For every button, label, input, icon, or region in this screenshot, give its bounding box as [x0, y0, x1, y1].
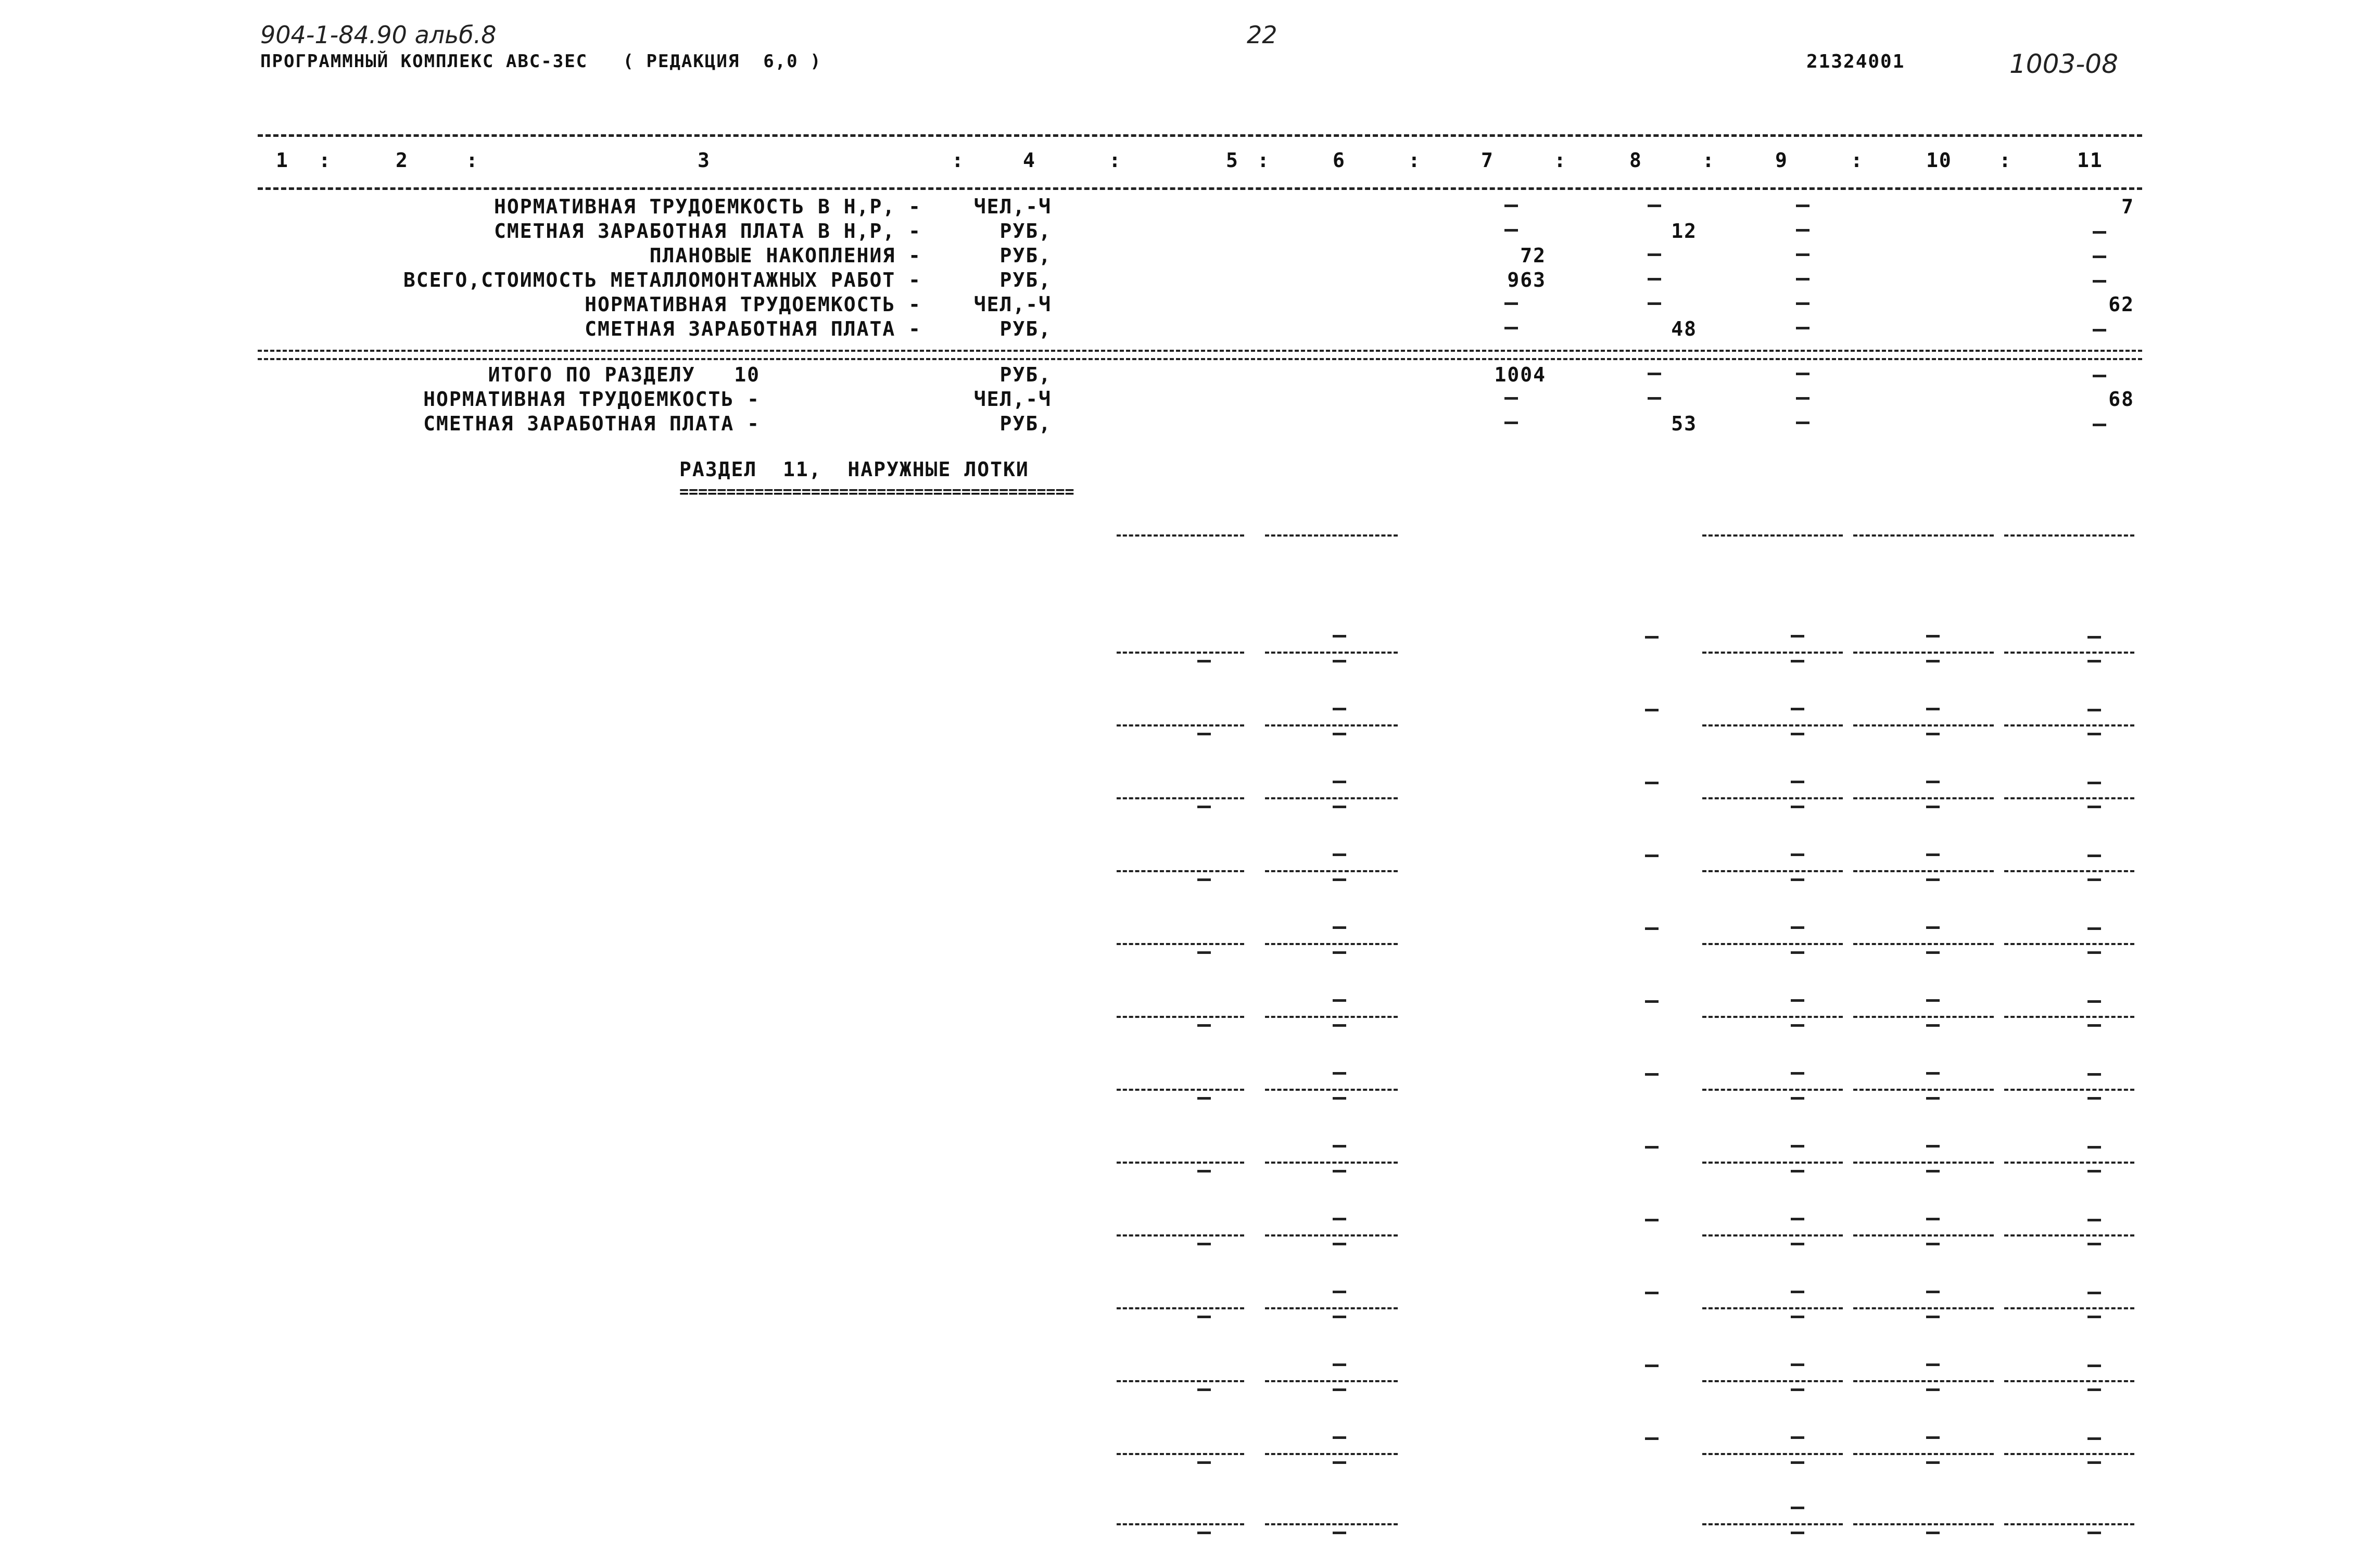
row-subtotal-rule [2004, 1089, 2134, 1091]
summary-label: ИТОГО ПО РАЗДЕЛУ 10 [488, 363, 760, 386]
row-subtotal-rule [1117, 724, 1244, 726]
row-col6-2-dash [1333, 878, 1346, 881]
summary-separator-rule [258, 350, 2142, 352]
row-col11-dash [2087, 1000, 2101, 1003]
row-col6-2-dash [1333, 1024, 1346, 1027]
summary-label: НОРМАТИВНАЯ ТРУДОЕМКОСТЬ - [423, 388, 760, 411]
row-subtotal-rule [2004, 1016, 2134, 1018]
column-header-1: 1 [276, 149, 289, 172]
column-header-8: 8 [1629, 149, 1642, 172]
row-subtotal-rule [1702, 1307, 1843, 1309]
row-col6-dash [1333, 781, 1346, 783]
row-subtotal-rule [2004, 870, 2134, 872]
row-col10-dash [1926, 999, 1940, 1002]
row-col11-dash [2087, 1219, 2101, 1221]
row-col8-dash [1645, 1000, 1659, 1003]
row-subtotal-rule [2004, 724, 2134, 726]
column-header-4: 4 [1023, 149, 1036, 172]
row-col11-2-dash [2087, 878, 2101, 881]
row-subtotal-rule [1265, 724, 1398, 726]
summary-label: СМЕТНАЯ ЗАРАБОТНАЯ ПЛАТА В Н,Р, - [494, 220, 921, 243]
summary-label: ВСЕГО,СТОИМОСТЬ МЕТАЛЛОМОНТАЖНЫХ РАБОТ - [403, 269, 921, 291]
summary-col7-dash [1504, 327, 1518, 329]
column-separator: : [952, 149, 965, 172]
row-col6-2-dash [1333, 1170, 1346, 1172]
row-subtotal-rule [2004, 1234, 2134, 1236]
row-col5-2-dash [1197, 660, 1211, 662]
section-title: РАЗДЕЛ 11, НАРУЖНЫЕ ЛОТКИ [679, 458, 1029, 481]
summary-col8-dash [1648, 397, 1661, 400]
row-col5-2-dash [1197, 878, 1211, 881]
summary-col7-dash [1504, 205, 1518, 207]
column-header-11: 11 [2077, 149, 2103, 172]
column-header-2: 2 [396, 149, 409, 172]
row-subtotal-rule [1702, 797, 1843, 799]
row-col6-2-dash [1333, 660, 1346, 662]
row-col11-2-dash [2087, 1388, 2101, 1391]
column-separator: : [1257, 149, 1270, 172]
row-subtotal-rule [1702, 724, 1843, 726]
column-header-rule [258, 187, 2142, 190]
row-col10-2-dash [1926, 1388, 1940, 1391]
row-subtotal-rule [1853, 652, 1994, 654]
summary-col9-dash [1796, 302, 1809, 305]
row-col9-2-dash [1791, 1024, 1804, 1027]
row-col8-dash [1645, 1365, 1659, 1367]
summary-col7: 72 [1520, 244, 1546, 267]
row-col6-dash [1333, 1072, 1346, 1075]
row-subtotal-rule [1702, 1162, 1843, 1164]
row-col10-2-dash [1926, 951, 1940, 954]
row-col9-2-dash [1791, 1243, 1804, 1245]
row-col6-2-dash [1333, 1316, 1346, 1318]
summary-unit: ЧЕЛ,-Ч [973, 293, 1052, 316]
column-separator: : [1408, 149, 1421, 172]
handwritten-reference: 904-1-84.90 альб.8 [260, 21, 497, 49]
row-subtotal-rule [1117, 1162, 1244, 1164]
summary-unit: РУБ, [999, 363, 1052, 386]
column-separator: : [466, 149, 479, 172]
column-separator: : [1554, 149, 1567, 172]
row-col10-dash [1926, 635, 1940, 638]
table-top-rule [258, 134, 2142, 137]
summary-col11-dash [2093, 256, 2106, 258]
row-subtotal-rule [1117, 1380, 1244, 1382]
row-subtotal-rule [1853, 797, 1994, 799]
row-subtotal-rule [1853, 1016, 1994, 1018]
row-subtotal-rule [2004, 1453, 2134, 1455]
row-col9-dash [1791, 1363, 1804, 1366]
row-col10-dash [1926, 781, 1940, 783]
row-col9-2-dash [1791, 1097, 1804, 1100]
summary-col9-dash [1796, 229, 1809, 232]
row-subtotal-rule [1853, 870, 1994, 872]
row-subtotal-rule [1853, 1380, 1994, 1382]
summary-col8-dash [1648, 205, 1661, 207]
row-subtotal-rule [1853, 1089, 1994, 1091]
row-subtotal-rule [1853, 534, 1994, 537]
row-subtotal-rule [1702, 1089, 1843, 1091]
row-col11-2-dash [2087, 1097, 2101, 1100]
row-col11-dash [2087, 1073, 2101, 1076]
row-col9-dash [1791, 1145, 1804, 1148]
row-col6-2-dash [1333, 806, 1346, 808]
summary-label: НОРМАТИВНАЯ ТРУДОЕМКОСТЬ В Н,Р, - [494, 195, 921, 218]
row-col6-dash [1333, 1363, 1346, 1366]
row-col10-2-dash [1926, 1097, 1940, 1100]
row-col11-2-dash [2087, 1532, 2101, 1534]
row-col8-dash [1645, 709, 1659, 711]
row-subtotal-rule [1853, 724, 1994, 726]
row-subtotal-rule [1702, 534, 1843, 537]
row-col6-dash [1333, 635, 1346, 638]
row-subtotal-rule [1117, 1453, 1244, 1455]
row-subtotal-rule [1702, 652, 1843, 654]
row-col5-2-dash [1197, 1024, 1211, 1027]
row-col11-dash [2087, 1292, 2101, 1294]
page-number: 22 [1247, 21, 1277, 49]
row-col10-dash [1926, 853, 1940, 856]
column-header-10: 10 [1926, 149, 1952, 172]
row-subtotal-rule [2004, 652, 2134, 654]
row-subtotal-rule [1265, 1307, 1398, 1309]
row-col10-dash [1926, 926, 1940, 929]
summary-label: СМЕТНАЯ ЗАРАБОТНАЯ ПЛАТА - [585, 317, 921, 340]
row-col6-dash [1333, 1145, 1346, 1148]
row-col11-2-dash [2087, 733, 2101, 735]
row-subtotal-rule [1702, 1523, 1843, 1525]
row-subtotal-rule [1853, 1162, 1994, 1164]
summary-col11: 62 [2108, 293, 2134, 316]
column-header-6: 6 [1333, 149, 1346, 172]
row-col5-2-dash [1197, 733, 1211, 735]
row-subtotal-rule [1702, 1234, 1843, 1236]
row-subtotal-rule [1265, 1453, 1398, 1455]
summary-col7: 1004 [1494, 363, 1546, 386]
row-col9-2-dash [1791, 1170, 1804, 1172]
row-col10-2-dash [1926, 1532, 1940, 1534]
row-col10-2-dash [1926, 806, 1940, 808]
column-header-3: 3 [698, 149, 711, 172]
row-subtotal-rule [1265, 1162, 1398, 1164]
row-col6-2-dash [1333, 1388, 1346, 1391]
row-subtotal-rule [2004, 1523, 2134, 1525]
row-col10-2-dash [1926, 1243, 1940, 1245]
row-subtotal-rule [1265, 1234, 1398, 1236]
row-col11-2-dash [2087, 1461, 2101, 1464]
row-col8-dash [1645, 1073, 1659, 1076]
row-col9-dash [1791, 1507, 1804, 1509]
summary-col11: 7 [2121, 195, 2134, 218]
row-col10-2-dash [1926, 878, 1940, 881]
row-subtotal-rule [2004, 534, 2134, 537]
row-col9-dash [1791, 1218, 1804, 1220]
row-col9-2-dash [1791, 733, 1804, 735]
column-separator: : [1109, 149, 1122, 172]
summary-col9-dash [1796, 327, 1809, 329]
row-subtotal-rule [1853, 1453, 1994, 1455]
row-col8-dash [1645, 1292, 1659, 1294]
summary-label: НОРМАТИВНАЯ ТРУДОЕМКОСТЬ - [585, 293, 921, 316]
summary-col11-dash [2093, 424, 2106, 426]
summary-col9-dash [1796, 422, 1809, 424]
summary-col7-dash [1504, 397, 1518, 400]
row-col6-2-dash [1333, 951, 1346, 954]
row-col6-2-dash [1333, 1532, 1346, 1534]
row-col11-2-dash [2087, 1243, 2101, 1245]
row-col5-2-dash [1197, 1316, 1211, 1318]
row-col5-2-dash [1197, 1243, 1211, 1245]
row-col11-2-dash [2087, 1316, 2101, 1318]
column-separator: : [1999, 149, 2012, 172]
row-col5-2-dash [1197, 1097, 1211, 1100]
row-col9-dash [1791, 1072, 1804, 1075]
summary-unit: ЧЕЛ,-Ч [973, 195, 1052, 218]
row-col11-dash [2087, 1146, 2101, 1149]
row-subtotal-rule [1265, 652, 1398, 654]
row-col8-dash [1645, 855, 1659, 857]
row-subtotal-rule [1117, 1307, 1244, 1309]
row-col9-dash [1791, 635, 1804, 638]
summary-col8-dash [1648, 253, 1661, 256]
summary-label: ПЛАНОВЫЕ НАКОПЛЕНИЯ - [649, 244, 921, 267]
summary-col8: 48 [1671, 317, 1697, 340]
row-col5-2-dash [1197, 1170, 1211, 1172]
row-col8-dash [1645, 927, 1659, 930]
row-col11-2-dash [2087, 806, 2101, 808]
row-col10-2-dash [1926, 1024, 1940, 1027]
row-col11-dash [2087, 927, 2101, 930]
row-col10-dash [1926, 1436, 1940, 1439]
row-subtotal-rule [1117, 1089, 1244, 1091]
summary-label: СМЕТНАЯ ЗАРАБОТНАЯ ПЛАТА - [423, 412, 760, 435]
row-subtotal-rule [1702, 943, 1843, 945]
row-col5-2-dash [1197, 1532, 1211, 1534]
row-col5-2-dash [1197, 1388, 1211, 1391]
row-col6-dash [1333, 999, 1346, 1002]
summary-col7: 963 [1507, 269, 1546, 291]
row-col5-2-dash [1197, 951, 1211, 954]
row-subtotal-rule [2004, 943, 2134, 945]
column-header-9: 9 [1775, 149, 1788, 172]
row-col11-dash [2087, 1365, 2101, 1367]
summary-col8-dash [1648, 302, 1661, 305]
summary-col11-dash [2093, 329, 2106, 332]
row-subtotal-rule [1117, 870, 1244, 872]
summary-col11-dash [2093, 280, 2106, 283]
document-code: 21324001 [1806, 51, 1905, 72]
summary-unit: ЧЕЛ,-Ч [973, 388, 1052, 411]
row-subtotal-rule [1853, 943, 1994, 945]
column-separator: : [319, 149, 332, 172]
summary-unit: РУБ, [999, 220, 1052, 243]
column-separator: : [1851, 149, 1864, 172]
row-subtotal-rule [1853, 1307, 1994, 1309]
summary-unit: РУБ, [999, 269, 1052, 291]
row-col10-dash [1926, 1218, 1940, 1220]
row-col6-2-dash [1333, 1461, 1346, 1464]
row-col9-dash [1791, 926, 1804, 929]
row-subtotal-rule [1117, 1016, 1244, 1018]
handwritten-code: 1003-08 [2009, 49, 2118, 79]
row-col10-dash [1926, 1145, 1940, 1148]
summary-col11-dash [2093, 231, 2106, 234]
row-col9-dash [1791, 781, 1804, 783]
summary-col8: 53 [1671, 412, 1697, 435]
column-header-7: 7 [1481, 149, 1494, 172]
summary-col7-dash [1504, 302, 1518, 305]
row-col10-2-dash [1926, 733, 1940, 735]
row-subtotal-rule [1702, 1380, 1843, 1382]
row-col5-2-dash [1197, 806, 1211, 808]
row-col10-dash [1926, 1072, 1940, 1075]
program-title: ПРОГРАММНЫЙ КОМПЛЕКС АВС-3ЕС ( РЕДАКЦИЯ 6,0 ) [260, 51, 822, 72]
row-col9-2-dash [1791, 878, 1804, 881]
row-col10-2-dash [1926, 1316, 1940, 1318]
summary-col9-dash [1796, 253, 1809, 256]
row-col11-dash [2087, 636, 2101, 639]
row-col10-dash [1926, 1291, 1940, 1293]
row-subtotal-rule [2004, 797, 2134, 799]
row-col11-2-dash [2087, 951, 2101, 954]
summary-col8-dash [1648, 278, 1661, 281]
row-col8-dash [1645, 1146, 1659, 1149]
row-col6-dash [1333, 1291, 1346, 1293]
row-col9-2-dash [1791, 951, 1804, 954]
summary-col9-dash [1796, 278, 1809, 281]
row-col10-2-dash [1926, 1461, 1940, 1464]
row-col8-dash [1645, 782, 1659, 784]
row-col9-dash [1791, 708, 1804, 710]
summary-col11-dash [2093, 375, 2106, 377]
column-header-5: 5 [1226, 149, 1239, 172]
row-col10-dash [1926, 708, 1940, 710]
row-subtotal-rule [1117, 1523, 1244, 1525]
row-subtotal-rule [1265, 1016, 1398, 1018]
row-col11-dash [2087, 782, 2101, 784]
row-subtotal-rule [1853, 1523, 1994, 1525]
summary-col8: 12 [1671, 220, 1697, 243]
row-col11-2-dash [2087, 1170, 2101, 1172]
row-col10-dash [1926, 1363, 1940, 1366]
row-col10-2-dash [1926, 1170, 1940, 1172]
summary-col9-dash [1796, 373, 1809, 375]
row-col6-dash [1333, 926, 1346, 929]
row-col9-2-dash [1791, 1461, 1804, 1464]
row-col6-2-dash [1333, 733, 1346, 735]
summary-unit: РУБ, [999, 412, 1052, 435]
row-col9-2-dash [1791, 1532, 1804, 1534]
summary-unit: РУБ, [999, 317, 1052, 340]
row-col6-dash [1333, 853, 1346, 856]
row-col9-2-dash [1791, 1316, 1804, 1318]
row-subtotal-rule [1265, 1089, 1398, 1091]
row-col11-dash [2087, 1437, 2101, 1440]
row-subtotal-rule [1265, 870, 1398, 872]
row-subtotal-rule [1702, 1453, 1843, 1455]
row-col6-dash [1333, 708, 1346, 710]
row-subtotal-rule [1117, 797, 1244, 799]
summary-col9-dash [1796, 205, 1809, 207]
row-col11-dash [2087, 709, 2101, 711]
row-subtotal-rule [1265, 797, 1398, 799]
row-col9-dash [1791, 1436, 1804, 1439]
row-subtotal-rule [1265, 1380, 1398, 1382]
row-col9-2-dash [1791, 660, 1804, 662]
row-col5-2-dash [1197, 1461, 1211, 1464]
section-title-underline: ========================================== [679, 483, 1074, 501]
row-subtotal-rule [2004, 1380, 2134, 1382]
column-separator: : [1702, 149, 1715, 172]
row-col8-dash [1645, 1219, 1659, 1221]
summary-col9-dash [1796, 397, 1809, 400]
row-col10-2-dash [1926, 660, 1940, 662]
row-subtotal-rule [1853, 1234, 1994, 1236]
row-subtotal-rule [1117, 1234, 1244, 1236]
row-subtotal-rule [1702, 870, 1843, 872]
summary-col7-dash [1504, 229, 1518, 232]
row-col11-2-dash [2087, 1024, 2101, 1027]
row-subtotal-rule [2004, 1307, 2134, 1309]
row-subtotal-rule [1265, 1523, 1398, 1525]
row-subtotal-rule [1265, 534, 1398, 537]
summary-col7-dash [1504, 422, 1518, 424]
row-col9-2-dash [1791, 1388, 1804, 1391]
row-col8-dash [1645, 1437, 1659, 1440]
row-subtotal-rule [1265, 943, 1398, 945]
row-subtotal-rule [1117, 943, 1244, 945]
row-col11-2-dash [2087, 660, 2101, 662]
row-col6-dash [1333, 1436, 1346, 1439]
row-col11-dash [2087, 855, 2101, 857]
row-col6-2-dash [1333, 1097, 1346, 1100]
row-col6-2-dash [1333, 1243, 1346, 1245]
row-subtotal-rule [1702, 1016, 1843, 1018]
summary-unit: РУБ, [999, 244, 1052, 267]
row-col6-dash [1333, 1218, 1346, 1220]
row-col9-dash [1791, 1291, 1804, 1293]
summary-col11: 68 [2108, 388, 2134, 411]
row-subtotal-rule [1117, 534, 1244, 537]
row-subtotal-rule [2004, 1162, 2134, 1164]
summary-separator-rule-2 [258, 358, 2142, 360]
row-subtotal-rule [1117, 652, 1244, 654]
row-col9-dash [1791, 999, 1804, 1002]
row-col8-dash [1645, 636, 1659, 639]
row-col9-2-dash [1791, 806, 1804, 808]
summary-col8-dash [1648, 373, 1661, 375]
row-col9-dash [1791, 853, 1804, 856]
